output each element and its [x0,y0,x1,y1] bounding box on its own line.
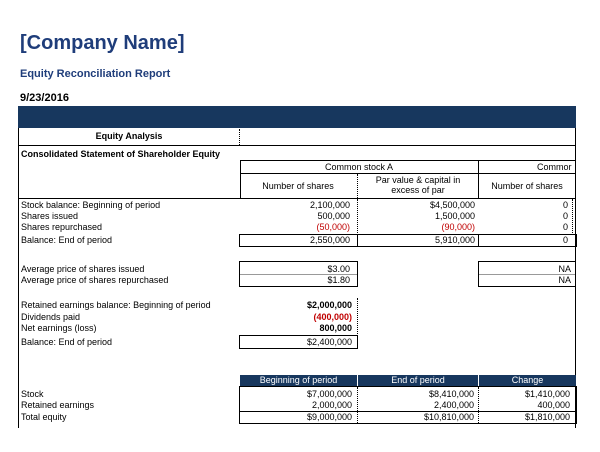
divider [240,274,357,275]
cell-avg: $3.00 [327,264,350,274]
cell-begin: $7,000,000 [306,389,352,399]
cell-retained: $2,000,000 [306,300,352,310]
dotted-divider [357,298,358,334]
col-divider [478,235,479,246]
row-label: Balance: End of period [21,235,113,245]
report-date: 9/23/2016 [20,92,69,104]
divider [479,274,575,275]
cell-change: $1,810,000 [524,412,570,422]
dotted-divider [357,174,358,198]
row-label: Stock [21,389,44,399]
cell-retained: $2,400,000 [306,337,352,347]
cell-retained: (400,000) [313,312,352,322]
row-label: Net earnings (loss) [21,323,97,333]
group-a-header: Common stock A [324,162,394,172]
sheet-left-border [18,128,19,428]
cell-b: 0 [562,211,568,221]
row-label: Average price of shares repurchased [21,275,169,285]
cell-shares: (50,000) [316,222,350,232]
cell-shares: 2,100,000 [309,200,350,210]
cell-b: 0 [562,200,568,210]
row-label: Dividends paid [21,312,81,322]
summary-header-begin: Beginning of period [240,375,357,386]
cell-end: $8,410,000 [428,389,474,399]
report-title: Equity Reconciliation Report [20,68,171,80]
dotted-divider [572,199,573,233]
row-label: Shares repurchased [21,222,103,232]
divider [240,160,576,161]
summary-header-change: Change [479,375,576,386]
divider [240,173,576,174]
cell-end: 2,400,000 [433,400,474,410]
col-number-of-shares: Number of shares [262,181,334,191]
cell-shares: 500,000 [317,211,350,221]
row-label: Total equity [21,412,67,422]
dotted-divider [239,129,240,145]
cell-b: 0 [562,235,568,245]
company-name: [Company Name] [20,32,185,54]
col-number-of-shares-b: Number of shares [491,181,563,191]
header-band [18,106,576,128]
cell-par: $4,500,000 [429,200,475,210]
col-par-value: Par value & capital in excess of par [375,175,461,195]
section-title: Equity Analysis [95,131,163,141]
cell-end: $10,810,000 [423,412,474,422]
cell-par: 5,910,000 [434,235,475,245]
summary-header-end: End of period [358,375,478,386]
cell-begin: $9,000,000 [306,412,352,422]
cell-b: 0 [562,222,568,232]
cell-change: $1,410,000 [524,389,570,399]
row-label: Retained earnings balance: Beginning of period [21,300,211,310]
group-b-header: Commor [537,162,572,172]
cell-avg-b: NA [558,275,571,285]
cell-shares: 2,550,000 [309,235,350,245]
row-label: Stock balance: Beginning of period [21,200,161,210]
cell-begin: 2,000,000 [311,400,352,410]
cell-change: 400,000 [537,400,570,410]
row-label: Shares issued [21,211,79,221]
row-label: Balance: End of period [21,337,113,347]
col-divider [478,160,479,198]
col-divider [357,235,358,246]
cell-retained: 800,000 [319,323,352,333]
divider [18,145,576,146]
cell-avg-b: NA [558,264,571,274]
row-label: Retained earnings [21,400,95,410]
dotted-divider [357,387,358,423]
divider [18,198,576,199]
cell-avg: $1.80 [327,275,350,285]
dotted-divider [478,387,479,423]
cell-par: 1,500,000 [434,211,475,221]
dotted-divider [357,199,358,233]
section-subtitle: Consolidated Statement of Shareholder Equity [21,149,221,159]
cell-par: (90,000) [441,222,475,232]
row-label: Average price of shares issued [21,264,145,274]
